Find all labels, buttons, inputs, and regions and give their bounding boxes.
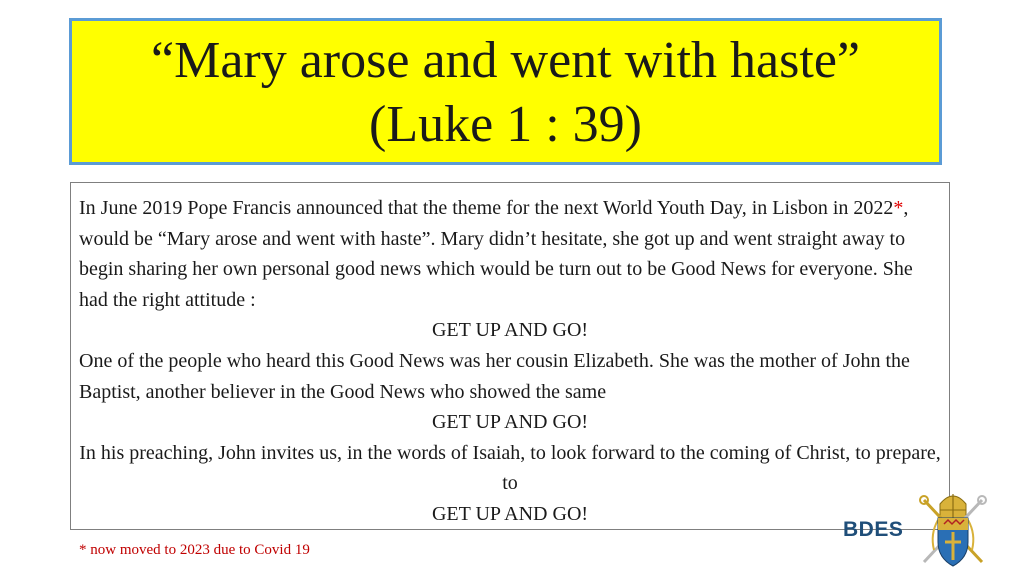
divider [800,529,836,530]
paragraph-john-preaching: In his preaching, John invites us, in the words of Isaiah, to look forward to the coming of Christ, to prepare, to [79,441,941,495]
brand-logo-text: BDES [843,518,904,541]
body-text-box [70,182,950,530]
paragraph-elizabeth: One of the people who heard this Good News was her cousin Elizabeth. She was the mother of John the Baptist, another believer in the Good News who showed the same [79,349,910,403]
paragraph-world-youth-day [79,193,941,315]
refrain-get-up-and-go: GET UP AND GO! [431,319,589,342]
paragraph-text: , would be “Mary arose and went with haste”. Mary didn’t hesitate, she got up and went straight away to begin sharing her own personal good news which would be turn out to be Good News for everyone. She had the right attitude : [79,197,913,311]
refrain-get-up-and-go: GET UP AND GO! [431,411,589,434]
diocesan-coat-of-arms-icon [918,490,988,570]
paragraph-text: In June 2019 Pope Francis announced that the theme for the next World Youth Day, in Lisbon in 2022 [79,197,894,219]
footnote: * now moved to 2023 due to Covid 19 [79,542,310,558]
slide-title: “Mary arose and went with haste” [151,32,860,89]
title-banner [69,18,942,165]
scripture-reference: (Luke 1 : 39) [369,96,642,153]
refrain-get-up-and-go: GET UP AND GO! [431,502,589,525]
footnote-marker: * [893,197,904,219]
